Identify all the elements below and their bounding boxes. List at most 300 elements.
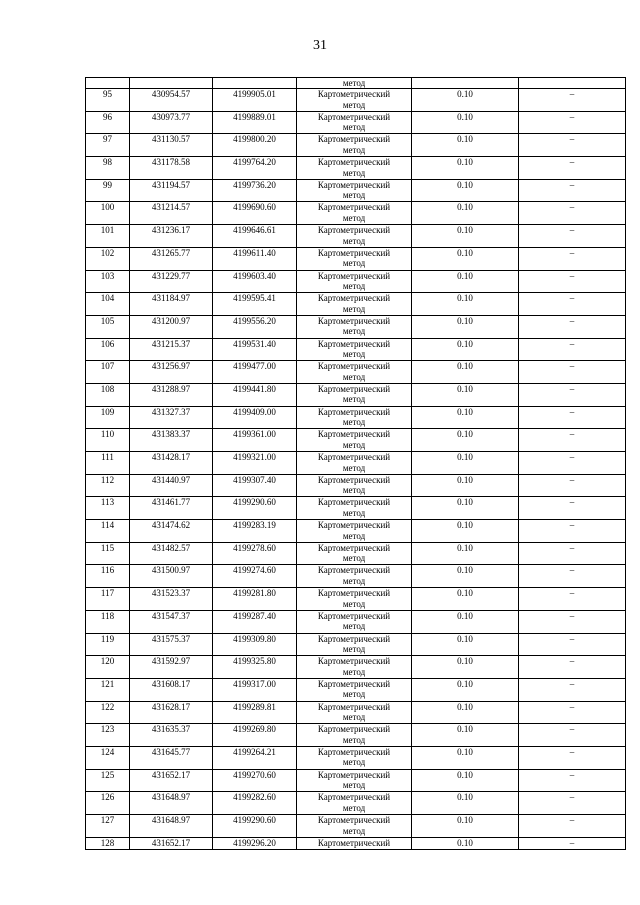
method-line-2: метод: [342, 258, 366, 269]
cell-note: –: [519, 406, 626, 429]
cell-x: 431327.37: [130, 406, 213, 429]
method-line-1: Картометрический: [317, 225, 391, 236]
cell-x: [130, 78, 213, 89]
cell-x: 431500.97: [130, 565, 213, 588]
method-line-1: Картометрический: [317, 452, 391, 462]
cell-note: –: [519, 270, 626, 293]
table-row: [86, 724, 626, 747]
cell-x: 431200.97: [130, 315, 213, 338]
cell-note: –: [519, 111, 626, 134]
cell-x: 431575.37: [130, 633, 213, 656]
cell-number: 98: [86, 157, 130, 180]
cell-x: 431523.37: [130, 588, 213, 611]
cell-method: [297, 769, 412, 792]
table-row: [86, 383, 626, 406]
table-row: [86, 474, 626, 497]
cell-number: 108: [86, 383, 130, 406]
cell-number: 97: [86, 134, 130, 157]
cell-y: 4199321.00: [213, 452, 297, 475]
cell-accuracy: 0.10: [412, 746, 519, 769]
cell-number: 101: [86, 225, 130, 248]
method-line-2: метод: [342, 689, 366, 700]
cell-y: 4199646.61: [213, 225, 297, 248]
method-line-1: Картометрический: [317, 247, 391, 258]
cell-note: –: [519, 429, 626, 452]
cell-number: 100: [86, 202, 130, 225]
cell-accuracy: 0.10: [412, 565, 519, 588]
method-line-2: метод: [342, 575, 366, 586]
method-line-1: Картометрический: [317, 383, 391, 394]
cell-note: –: [519, 179, 626, 202]
method-line-1: Картометрический: [317, 406, 391, 417]
cell-method: [297, 157, 412, 180]
cell-accuracy: [412, 78, 519, 89]
method-line-1: Картометрический: [317, 293, 391, 304]
cell-number: 106: [86, 338, 130, 361]
cell-method: [297, 383, 412, 406]
cell-number: 115: [86, 542, 130, 565]
cell-y: 4199283.19: [213, 520, 297, 543]
cell-method: [297, 678, 412, 701]
cell-note: –: [519, 588, 626, 611]
method-line-2: метод: [342, 802, 366, 813]
cell-x: 431482.57: [130, 542, 213, 565]
cell-number: 128: [86, 837, 130, 849]
table-row: [86, 429, 626, 452]
cell-accuracy: 0.10: [412, 792, 519, 815]
method-line-2: метод: [342, 417, 366, 428]
cell-x: 431635.37: [130, 724, 213, 747]
cell-method: [297, 633, 412, 656]
method-line-2: метод: [342, 326, 366, 337]
cell-x: 431547.37: [130, 610, 213, 633]
cell-note: –: [519, 746, 626, 769]
cell-y: 4199441.80: [213, 383, 297, 406]
table-row: [86, 520, 626, 543]
cell-number: 95: [86, 89, 130, 112]
table-row: [86, 610, 626, 633]
cell-accuracy: 0.10: [412, 452, 519, 475]
cell-x: 431256.97: [130, 361, 213, 384]
method-line-2: метод: [342, 349, 366, 360]
cell-x: 431608.17: [130, 678, 213, 701]
cell-accuracy: 0.10: [412, 474, 519, 497]
table-row: [86, 452, 626, 475]
cell-number: 107: [86, 361, 130, 384]
cell-x: 431184.97: [130, 293, 213, 316]
table-row: [86, 111, 626, 134]
method-line-2: метод: [342, 530, 366, 541]
cell-note: –: [519, 474, 626, 497]
cell-accuracy: 0.10: [412, 202, 519, 225]
method-line-2: метод: [342, 462, 366, 473]
method-line-1: Картометрический: [317, 338, 391, 349]
cell-x: 431236.17: [130, 225, 213, 248]
cell-method: [297, 202, 412, 225]
cell-number: 103: [86, 270, 130, 293]
table-row: [86, 678, 626, 701]
cell-accuracy: 0.10: [412, 724, 519, 747]
cell-number: 124: [86, 746, 130, 769]
cell-x: 431592.97: [130, 656, 213, 679]
cell-accuracy: 0.10: [412, 520, 519, 543]
cell-note: –: [519, 769, 626, 792]
cell-note: –: [519, 792, 626, 815]
cell-y: 4199603.40: [213, 270, 297, 293]
cell-accuracy: 0.10: [412, 656, 519, 679]
cell-accuracy: 0.10: [412, 701, 519, 724]
cell-x: 431215.37: [130, 338, 213, 361]
continuation-row: [86, 78, 626, 89]
cell-note: –: [519, 497, 626, 520]
table-row: [86, 746, 626, 769]
table-row: [86, 202, 626, 225]
table-row: [86, 656, 626, 679]
cell-method: [297, 111, 412, 134]
cell-method: [297, 542, 412, 565]
method-line-1: Картометрический: [317, 89, 391, 99]
method-line-1: Картометрический: [317, 542, 391, 553]
cell-x: 431652.17: [130, 837, 213, 849]
cell-accuracy: 0.10: [412, 588, 519, 611]
method-line-2: метод: [342, 825, 366, 836]
cell-note: –: [519, 542, 626, 565]
cell-x: 431288.97: [130, 383, 213, 406]
cell-accuracy: 0.10: [412, 179, 519, 202]
cell-note: –: [519, 134, 626, 157]
cell-x: 431194.57: [130, 179, 213, 202]
method-line-2: метод: [342, 712, 366, 723]
cell-y: 4199764.20: [213, 157, 297, 180]
cell-note: –: [519, 701, 626, 724]
cell-y: 4199556.20: [213, 315, 297, 338]
table-row: [86, 315, 626, 338]
cell-method: [297, 179, 412, 202]
cell-method: метод: [297, 78, 412, 89]
cell-method: [297, 338, 412, 361]
cell-note: –: [519, 383, 626, 406]
cell-y: 4199278.60: [213, 542, 297, 565]
cell-method: [297, 610, 412, 633]
cell-number: 119: [86, 633, 130, 656]
cell-accuracy: 0.10: [412, 542, 519, 565]
method-line-1: Картометрический: [317, 497, 391, 508]
cell-note: –: [519, 724, 626, 747]
table-row: [86, 588, 626, 611]
cell-method: [297, 247, 412, 270]
cell-note: –: [519, 633, 626, 656]
cell-accuracy: 0.10: [412, 89, 519, 112]
cell-method: [297, 134, 412, 157]
table-row: [86, 157, 626, 180]
cell-note: [519, 78, 626, 89]
cell-x: 431648.97: [130, 792, 213, 815]
cell-method: [297, 315, 412, 338]
cell-accuracy: 0.10: [412, 361, 519, 384]
method-line-1: Картометрический: [317, 134, 391, 145]
method-line-1: Картометрический: [317, 724, 391, 735]
cell-y: 4199274.60: [213, 565, 297, 588]
table-row: [86, 633, 626, 656]
cell-number: 96: [86, 111, 130, 134]
cell-y: 4199905.01: [213, 89, 297, 112]
cell-accuracy: 0.10: [412, 293, 519, 316]
cell-y: 4199290.60: [213, 497, 297, 520]
cell-note: –: [519, 202, 626, 225]
cell-note: –: [519, 656, 626, 679]
method-line-2: метод: [342, 439, 366, 450]
cell-method: [297, 792, 412, 815]
cell-method: [297, 656, 412, 679]
cell-number: 99: [86, 179, 130, 202]
method-line-1: Картометрический: [317, 157, 391, 168]
cell-note: –: [519, 452, 626, 475]
cell-number: 110: [86, 429, 130, 452]
cell-y: 4199690.60: [213, 202, 297, 225]
cell-x: 431628.17: [130, 701, 213, 724]
table-row: [86, 565, 626, 588]
table-row: [86, 361, 626, 384]
cell-method: [297, 293, 412, 316]
cell-accuracy: 0.10: [412, 497, 519, 520]
cell-y: 4199269.80: [213, 724, 297, 747]
cell-note: –: [519, 89, 626, 112]
table-row: [86, 89, 626, 112]
cell-note: –: [519, 565, 626, 588]
method-line-2: метод: [342, 144, 366, 155]
cell-x: 431214.57: [130, 202, 213, 225]
method-line-1: Картометрический: [317, 792, 391, 803]
cell-y: 4199325.80: [213, 656, 297, 679]
method-line-1: Картометрический: [317, 202, 391, 213]
table-row: [86, 701, 626, 724]
method-line-2: метод: [342, 212, 366, 223]
cell-number: [86, 78, 130, 89]
cell-method: [297, 565, 412, 588]
cell-note: –: [519, 815, 626, 838]
cell-accuracy: 0.10: [412, 429, 519, 452]
cell-y: 4199264.21: [213, 746, 297, 769]
cell-x: 430973.77: [130, 111, 213, 134]
cell-x: 431383.37: [130, 429, 213, 452]
method-line-2: метод: [342, 598, 366, 609]
page-number: 31: [313, 38, 327, 53]
method-line-1: Картометрический: [317, 270, 391, 281]
method-line-2: метод: [342, 485, 366, 496]
cell-x: 431178.58: [130, 157, 213, 180]
cell-number: 114: [86, 520, 130, 543]
cell-note: –: [519, 338, 626, 361]
cell-accuracy: 0.10: [412, 633, 519, 656]
method-line-1: Картометрический: [317, 656, 391, 667]
cell-number: 123: [86, 724, 130, 747]
cell-note: –: [519, 157, 626, 180]
cell-y: 4199595.41: [213, 293, 297, 316]
method-line-1: Картометрический: [317, 520, 391, 531]
cell-method: [297, 588, 412, 611]
table-row: [86, 293, 626, 316]
method-line-2: метод: [342, 734, 366, 745]
cell-method: [297, 497, 412, 520]
cell-y: 4199736.20: [213, 179, 297, 202]
cell-x: 431130.57: [130, 134, 213, 157]
table-row: [86, 815, 626, 838]
cell-note: –: [519, 678, 626, 701]
method-line-1: Картометрический: [317, 565, 391, 576]
cell-x: 431229.77: [130, 270, 213, 293]
cell-accuracy: 0.10: [412, 769, 519, 792]
method-line-2: метод: [342, 190, 366, 201]
cell-method: [297, 701, 412, 724]
cell-method: [297, 520, 412, 543]
cell-accuracy: 0.10: [412, 270, 519, 293]
method-line-1: Картометрический: [317, 111, 391, 122]
cell-number: 120: [86, 656, 130, 679]
cell-y: 4199361.00: [213, 429, 297, 452]
method-line-1: Картометрический: [317, 179, 391, 190]
cell-note: –: [519, 837, 626, 849]
cell-accuracy: 0.10: [412, 157, 519, 180]
table-row: [86, 270, 626, 293]
method-line-1: Картометрический: [317, 633, 391, 644]
method-line-2: метод: [342, 394, 366, 405]
method-line-1: Картометрический: [317, 361, 391, 372]
method-line-1: Картометрический: [317, 701, 391, 712]
cell-x: 431265.77: [130, 247, 213, 270]
method-line-2: метод: [342, 235, 366, 246]
cell-y: 4199611.40: [213, 247, 297, 270]
cell-y: 4199307.40: [213, 474, 297, 497]
table-row: [86, 225, 626, 248]
method-line-1: Картометрический: [317, 678, 391, 689]
cell-y: 4199477.00: [213, 361, 297, 384]
cell-x: 431461.77: [130, 497, 213, 520]
table-row: [86, 792, 626, 815]
method-line-1: Картометрический: [317, 429, 391, 440]
cell-note: –: [519, 293, 626, 316]
cell-accuracy: 0.10: [412, 247, 519, 270]
cell-number: 118: [86, 610, 130, 633]
table-row: [86, 338, 626, 361]
cell-y: 4199409.00: [213, 406, 297, 429]
method-line-1: Картометрический: [317, 588, 391, 599]
cell-y: 4199289.81: [213, 701, 297, 724]
cell-accuracy: 0.10: [412, 815, 519, 838]
method-line-1: Картометрический: [317, 315, 391, 326]
cell-note: –: [519, 225, 626, 248]
cell-x: 431652.17: [130, 769, 213, 792]
method-line-2: метод: [342, 507, 366, 518]
cell-accuracy: 0.10: [412, 225, 519, 248]
cell-y: 4199889.01: [213, 111, 297, 134]
cell-y: 4199296.20: [213, 837, 297, 849]
cell-accuracy: 0.10: [412, 610, 519, 633]
table-row: [86, 542, 626, 565]
method-line-2: метод: [342, 553, 366, 564]
cell-method: [297, 406, 412, 429]
cell-note: –: [519, 247, 626, 270]
method-line-2: метод: [342, 621, 366, 632]
table-row: [86, 837, 626, 849]
cell-number: 105: [86, 315, 130, 338]
cell-accuracy: 0.10: [412, 338, 519, 361]
cell-number: 127: [86, 815, 130, 838]
cell-method: [297, 361, 412, 384]
method-line-2: метод: [342, 780, 366, 791]
method-line-1: Картометрический: [317, 815, 391, 825]
cell-x: 431474.62: [130, 520, 213, 543]
table-row: [86, 769, 626, 792]
cell-accuracy: 0.10: [412, 315, 519, 338]
cell-number: 104: [86, 293, 130, 316]
cell-note: –: [519, 315, 626, 338]
cell-x: 431648.97: [130, 815, 213, 838]
cell-y: [213, 78, 297, 89]
method-line-1: Картометрический: [317, 610, 391, 621]
cell-y: 4199282.60: [213, 792, 297, 815]
cell-y: 4199309.80: [213, 633, 297, 656]
cell-method: [297, 746, 412, 769]
cell-method: [297, 815, 412, 838]
cell-method: [297, 474, 412, 497]
method-line-2: метод: [342, 757, 366, 768]
table-row: [86, 247, 626, 270]
method-line-2: метод: [342, 281, 366, 291]
method-line-1: Картометрический: [317, 769, 391, 780]
cell-method: Картометрический: [297, 837, 412, 849]
cell-accuracy: 0.10: [412, 837, 519, 849]
cell-note: –: [519, 361, 626, 384]
cell-y: 4199531.40: [213, 338, 297, 361]
cell-number: 109: [86, 406, 130, 429]
cell-number: 126: [86, 792, 130, 815]
table-row: [86, 179, 626, 202]
method-line-1: Картометрический: [317, 746, 391, 757]
cell-number: 111: [86, 452, 130, 475]
cell-method: [297, 270, 412, 293]
cell-note: –: [519, 610, 626, 633]
cell-method: [297, 724, 412, 747]
cell-number: 125: [86, 769, 130, 792]
table-row: [86, 134, 626, 157]
table-row: [86, 406, 626, 429]
cell-method: [297, 89, 412, 112]
cell-y: 4199287.40: [213, 610, 297, 633]
cell-y: 4199800.20: [213, 134, 297, 157]
cell-accuracy: 0.10: [412, 383, 519, 406]
table-row: [86, 497, 626, 520]
cell-number: 122: [86, 701, 130, 724]
method-line-2: метод: [342, 99, 366, 110]
cell-x: 430954.57: [130, 89, 213, 112]
cell-method: [297, 225, 412, 248]
cell-x: 431440.97: [130, 474, 213, 497]
coordinates-table: [85, 77, 626, 850]
cell-number: 121: [86, 678, 130, 701]
cell-y: 4199317.00: [213, 678, 297, 701]
cell-x: 431428.17: [130, 452, 213, 475]
cell-x: 431645.77: [130, 746, 213, 769]
cell-accuracy: 0.10: [412, 111, 519, 134]
method-line-2: метод: [342, 167, 366, 178]
method-line-2: метод: [342, 122, 366, 133]
cell-y: 4199281.80: [213, 588, 297, 611]
cell-number: 102: [86, 247, 130, 270]
method-line-2: метод: [342, 666, 366, 677]
method-line-2: метод: [342, 644, 366, 654]
cell-accuracy: 0.10: [412, 678, 519, 701]
method-line-2: метод: [342, 303, 366, 314]
